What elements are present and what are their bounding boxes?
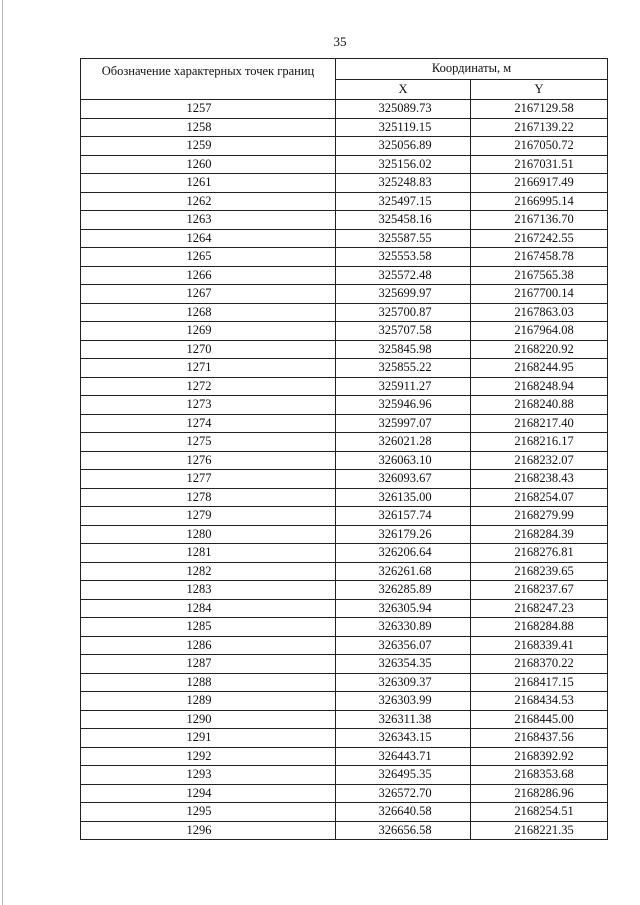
cell-point-id: 1281 (81, 544, 336, 563)
cell-x: 326656.58 (336, 821, 471, 840)
cell-point-id: 1286 (81, 636, 336, 655)
cell-y: 2167031.51 (471, 155, 608, 174)
table-row (81, 285, 608, 304)
header-y: Y (471, 79, 608, 99)
cell-y: 2167050.72 (471, 137, 608, 156)
cell-x: 325855.22 (336, 359, 471, 378)
table-row (81, 562, 608, 581)
cell-y: 2168276.81 (471, 544, 608, 563)
cell-point-id: 1296 (81, 821, 336, 840)
cell-point-id: 1283 (81, 581, 336, 600)
cell-x: 325119.15 (336, 118, 471, 137)
table-row (81, 248, 608, 267)
cell-x: 325458.16 (336, 211, 471, 230)
table-row (81, 636, 608, 655)
cell-point-id: 1290 (81, 710, 336, 729)
cell-point-id: 1291 (81, 729, 336, 748)
cell-y: 2167863.03 (471, 303, 608, 322)
cell-point-id: 1271 (81, 359, 336, 378)
cell-point-id: 1265 (81, 248, 336, 267)
cell-y: 2168445.00 (471, 710, 608, 729)
cell-x: 326303.99 (336, 692, 471, 711)
table-row (81, 784, 608, 803)
cell-x: 326343.15 (336, 729, 471, 748)
table-row (81, 544, 608, 563)
cell-x: 325056.89 (336, 137, 471, 156)
cell-point-id: 1284 (81, 599, 336, 618)
table-row (81, 192, 608, 211)
cell-point-id: 1262 (81, 192, 336, 211)
cell-y: 2168244.95 (471, 359, 608, 378)
table-row (81, 451, 608, 470)
cell-x: 326093.67 (336, 470, 471, 489)
cell-x: 325845.98 (336, 340, 471, 359)
header-point-name: Обозначение характерных точек границ (81, 59, 336, 100)
cell-y: 2167139.22 (471, 118, 608, 137)
cell-y: 2168286.96 (471, 784, 608, 803)
table-row (81, 655, 608, 674)
cell-y: 2168238.43 (471, 470, 608, 489)
cell-x: 325699.97 (336, 285, 471, 304)
table-row (81, 303, 608, 322)
cell-y: 2168392.92 (471, 747, 608, 766)
cell-y: 2167964.08 (471, 322, 608, 341)
cell-x: 326309.37 (336, 673, 471, 692)
cell-y: 2166995.14 (471, 192, 608, 211)
cell-y: 2167565.38 (471, 266, 608, 285)
cell-point-id: 1289 (81, 692, 336, 711)
cell-point-id: 1264 (81, 229, 336, 248)
table-row (81, 803, 608, 822)
table-row (81, 211, 608, 230)
table-row (81, 155, 608, 174)
cell-x: 326157.74 (336, 507, 471, 526)
cell-x: 326021.28 (336, 433, 471, 452)
cell-y: 2168217.40 (471, 414, 608, 433)
table-row (81, 581, 608, 600)
table-row (81, 766, 608, 785)
cell-point-id: 1278 (81, 488, 336, 507)
cell-point-id: 1288 (81, 673, 336, 692)
cell-y: 2166917.49 (471, 174, 608, 193)
cell-x: 326443.71 (336, 747, 471, 766)
cell-x: 325587.55 (336, 229, 471, 248)
cell-y: 2167129.58 (471, 100, 608, 119)
cell-x: 325572.48 (336, 266, 471, 285)
scan-edge-line (2, 0, 3, 905)
table-row (81, 377, 608, 396)
cell-x: 326330.89 (336, 618, 471, 637)
table-row (81, 322, 608, 341)
cell-point-id: 1258 (81, 118, 336, 137)
cell-point-id: 1272 (81, 377, 336, 396)
cell-point-id: 1292 (81, 747, 336, 766)
table-row (81, 359, 608, 378)
table-row (81, 729, 608, 748)
cell-x: 326305.94 (336, 599, 471, 618)
cell-x: 325248.83 (336, 174, 471, 193)
cell-point-id: 1260 (81, 155, 336, 174)
header-x: X (336, 79, 471, 99)
cell-x: 325089.73 (336, 100, 471, 119)
table-row (81, 118, 608, 137)
cell-y: 2168437.56 (471, 729, 608, 748)
table-row (81, 137, 608, 156)
cell-x: 325156.02 (336, 155, 471, 174)
cell-x: 325946.96 (336, 396, 471, 415)
cell-y: 2168434.53 (471, 692, 608, 711)
cell-y: 2168221.35 (471, 821, 608, 840)
cell-point-id: 1295 (81, 803, 336, 822)
cell-y: 2168240.88 (471, 396, 608, 415)
cell-y: 2168284.39 (471, 525, 608, 544)
cell-y: 2168247.23 (471, 599, 608, 618)
cell-y: 2168239.65 (471, 562, 608, 581)
table-row (81, 396, 608, 415)
table-row (81, 470, 608, 489)
cell-y: 2167700.14 (471, 285, 608, 304)
cell-x: 326311.38 (336, 710, 471, 729)
cell-x: 326179.26 (336, 525, 471, 544)
cell-x: 325911.27 (336, 377, 471, 396)
cell-point-id: 1282 (81, 562, 336, 581)
table-body (81, 100, 608, 840)
cell-x: 326135.00 (336, 488, 471, 507)
cell-y: 2167136.70 (471, 211, 608, 230)
table-row (81, 525, 608, 544)
cell-y: 2167458.78 (471, 248, 608, 267)
table-row (81, 174, 608, 193)
cell-point-id: 1266 (81, 266, 336, 285)
cell-y: 2168284.88 (471, 618, 608, 637)
cell-point-id: 1274 (81, 414, 336, 433)
table-row (81, 692, 608, 711)
cell-y: 2168237.67 (471, 581, 608, 600)
coordinates-table (80, 58, 608, 840)
table-row (81, 821, 608, 840)
cell-point-id: 1257 (81, 100, 336, 119)
cell-point-id: 1261 (81, 174, 336, 193)
cell-point-id: 1259 (81, 137, 336, 156)
cell-x: 325497.15 (336, 192, 471, 211)
cell-y: 2168339.41 (471, 636, 608, 655)
cell-x: 326063.10 (336, 451, 471, 470)
cell-point-id: 1294 (81, 784, 336, 803)
cell-x: 326354.35 (336, 655, 471, 674)
table-row (81, 340, 608, 359)
cell-x: 326572.70 (336, 784, 471, 803)
cell-point-id: 1279 (81, 507, 336, 526)
cell-point-id: 1293 (81, 766, 336, 785)
cell-y: 2167242.55 (471, 229, 608, 248)
cell-point-id: 1285 (81, 618, 336, 637)
cell-y: 2168248.94 (471, 377, 608, 396)
cell-x: 326495.35 (336, 766, 471, 785)
table-row (81, 673, 608, 692)
table-row (81, 507, 608, 526)
table-row (81, 618, 608, 637)
cell-y: 2168216.17 (471, 433, 608, 452)
table-row (81, 229, 608, 248)
cell-y: 2168279.99 (471, 507, 608, 526)
cell-point-id: 1263 (81, 211, 336, 230)
cell-y: 2168220.92 (471, 340, 608, 359)
cell-y: 2168370.22 (471, 655, 608, 674)
table-header (81, 59, 608, 100)
cell-x: 325997.07 (336, 414, 471, 433)
cell-point-id: 1269 (81, 322, 336, 341)
cell-point-id: 1268 (81, 303, 336, 322)
cell-point-id: 1280 (81, 525, 336, 544)
cell-point-id: 1267 (81, 285, 336, 304)
cell-point-id: 1275 (81, 433, 336, 452)
cell-x: 326285.89 (336, 581, 471, 600)
cell-y: 2168232.07 (471, 451, 608, 470)
cell-point-id: 1276 (81, 451, 336, 470)
cell-y: 2168417.15 (471, 673, 608, 692)
cell-y: 2168254.51 (471, 803, 608, 822)
cell-x: 326356.07 (336, 636, 471, 655)
cell-point-id: 1270 (81, 340, 336, 359)
table-row (81, 433, 608, 452)
table-row (81, 710, 608, 729)
page-number: 35 (333, 34, 347, 49)
cell-y: 2168353.68 (471, 766, 608, 785)
table-row (81, 414, 608, 433)
table-row (81, 599, 608, 618)
table-row (81, 488, 608, 507)
header-coordinates: Координаты, м (336, 59, 608, 80)
cell-point-id: 1287 (81, 655, 336, 674)
table-row (81, 266, 608, 285)
table-row (81, 747, 608, 766)
cell-y: 2168254.07 (471, 488, 608, 507)
cell-x: 325553.58 (336, 248, 471, 267)
cell-x: 325700.87 (336, 303, 471, 322)
cell-x: 326261.68 (336, 562, 471, 581)
cell-x: 326206.64 (336, 544, 471, 563)
cell-x: 325707.58 (336, 322, 471, 341)
table-row (81, 100, 608, 119)
cell-point-id: 1273 (81, 396, 336, 415)
cell-x: 326640.58 (336, 803, 471, 822)
cell-point-id: 1277 (81, 470, 336, 489)
